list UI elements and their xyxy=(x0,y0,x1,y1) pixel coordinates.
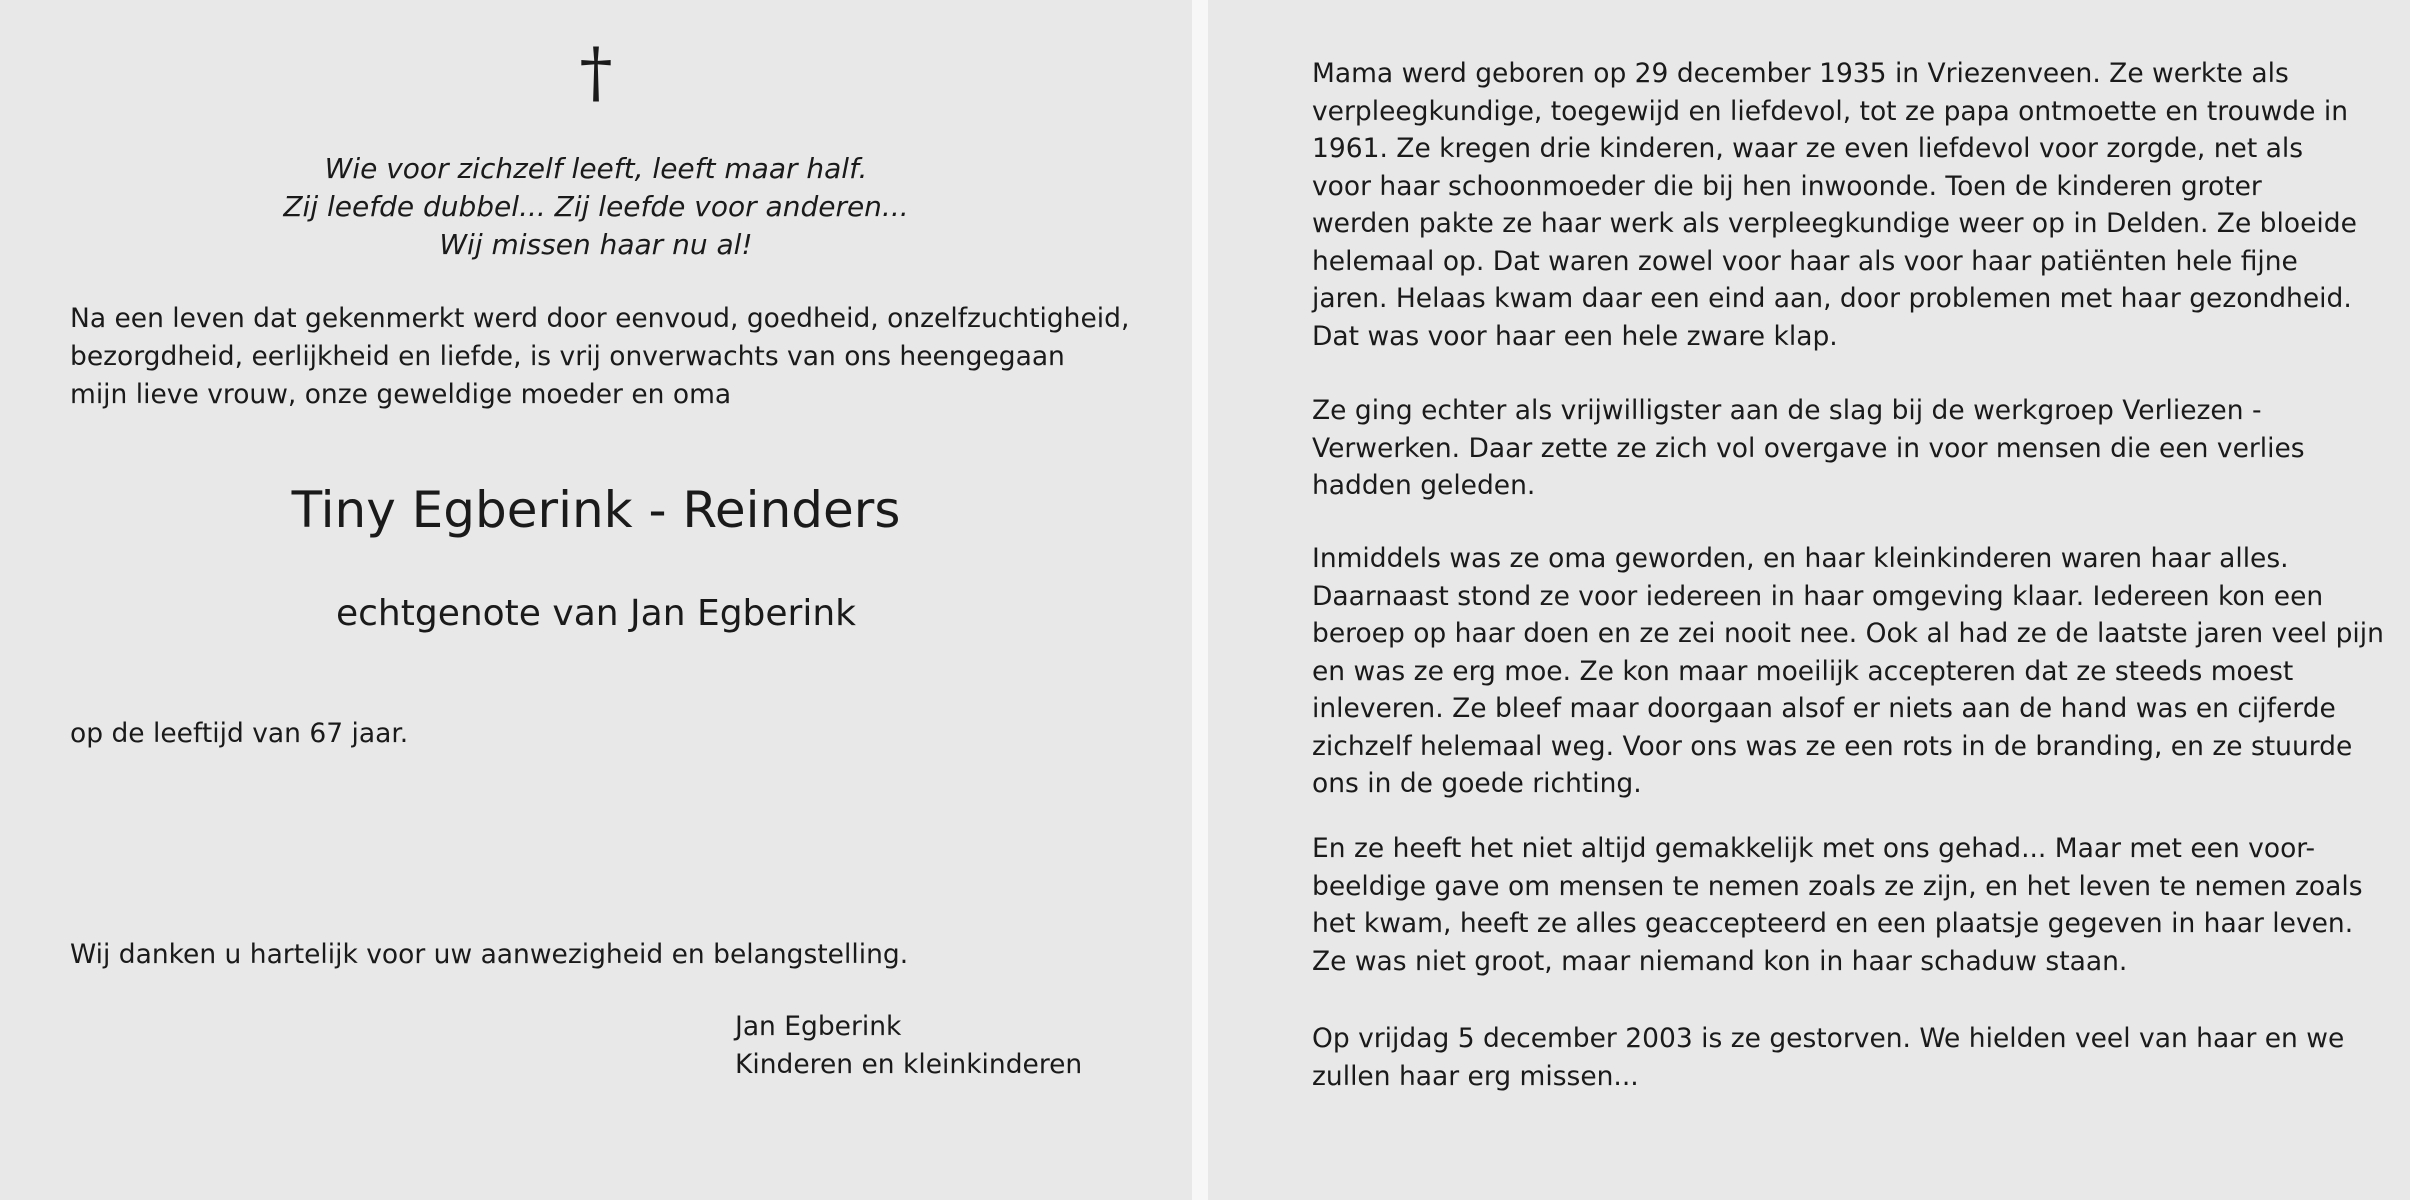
paragraph-line: het kwam, heeft ze alles geaccepteerd en een plaatsje gegeven in haar leven. xyxy=(1312,908,2354,939)
deceased-name: Tiny Egberink - Reinders xyxy=(291,481,901,539)
paragraph-line: beeldige gave om mensen te nemen zoals ze zijn, en het leven te nemen zoals xyxy=(1312,870,2363,902)
paragraph-line: zullen haar erg missen... xyxy=(1312,1060,1639,1092)
poem-line: Wij missen haar nu al! xyxy=(439,228,753,261)
left-page xyxy=(0,0,1192,1200)
paragraph-passing xyxy=(1312,1020,2362,1095)
intro-line: mijn lieve vrouw, onze geweldige moeder en oma xyxy=(70,379,732,410)
paragraph-line: en was ze erg moe. Ze kon maar moeilijk accepteren dat ze steeds moest xyxy=(1312,655,2294,687)
paragraph-line: 1961. Ze kregen drie kinderen, waar ze even liefdevol voor zorgde, net als xyxy=(1312,133,2304,164)
spouse-line: echtgenote van Jan Egberink xyxy=(335,593,857,634)
paragraph-line: Inmiddels was ze oma geworden, en haar kleinkinderen waren haar alles. xyxy=(1312,543,2289,574)
cross-icon: † xyxy=(579,34,613,111)
paragraph-line: werden pakte ze haar werk als verpleegkundige weer op in Delden. Ze bloeide xyxy=(1312,208,2357,239)
paragraph-line: Op vrijdag 5 december 2003 is ze gestorven. We hielden veel van haar en we xyxy=(1312,1023,2345,1054)
paragraph-line: Ze ging echter als vrijwilligster aan de slag bij de werkgroep Verliezen - xyxy=(1312,395,2262,426)
intro-line: Na een leven dat gekenmerkt werd door eenvoud, goedheid, onzelfzuchtigheid, xyxy=(70,303,1130,334)
paragraph-grandmother xyxy=(1312,540,2384,803)
signature-block xyxy=(735,1008,1082,1084)
age-line: op de leeftijd van 67 jaar. xyxy=(70,718,409,749)
paragraph-line: Ze was niet groot, maar niemand kon in haar schaduw staan. xyxy=(1312,945,2128,977)
paragraph-line: Mama werd geboren op 29 december 1935 in Vriezenveen. Ze werkte als xyxy=(1312,58,2289,89)
paragraph-line: zichzelf helemaal weg. Voor ons was ze een rots in de branding, en ze stuurde xyxy=(1312,730,2353,762)
paragraph-line: inleveren. Ze bleef maar doorgaan alsof er niets aan de hand was en cijferde xyxy=(1312,693,2336,724)
page-gutter xyxy=(1192,0,1208,1200)
thanks-line: Wij danken u hartelijk voor uw aanwezigheid en belangstelling. xyxy=(70,939,909,970)
poem-line: Zij leefde dubbel... Zij leefde voor anderen... xyxy=(283,190,909,223)
paragraph-line: ons in de goede richting. xyxy=(1312,768,1642,799)
intro-line: bezorgdheid, eerlijkheid en liefde, is vrij onverwachts van ons heengegaan xyxy=(70,341,1065,372)
paragraph-volunteer xyxy=(1312,392,2362,505)
paragraph-line: Verwerken. Daar zette ze zich vol overgave in voor mensen die een verlies xyxy=(1312,432,2305,464)
paragraph-line: beroep op haar doen en ze zei nooit nee. Ook al had ze de laatste jaren veel pijn xyxy=(1312,618,2384,649)
paragraph-line: hadden geleden. xyxy=(1312,470,1536,501)
poem xyxy=(0,150,1192,264)
paragraph-line: helemaal op. Dat waren zowel voor haar als voor haar patiënten hele fijne xyxy=(1312,245,2298,277)
paragraph-line: Dat was voor haar een hele zware klap. xyxy=(1312,320,1838,352)
paragraph-line: En ze heeft het niet altijd gemakkelijk met ons gehad... Maar met een voor- xyxy=(1312,833,2316,864)
paragraph-line: verpleegkundige, toegewijd en liefdevol, tot ze papa ontmoette en trouwde in xyxy=(1312,95,2349,127)
paragraph-acceptance xyxy=(1312,830,2362,980)
poem-line: Wie voor zichzelf leeft, leeft maar half. xyxy=(324,152,868,185)
paragraph-life-story xyxy=(1312,55,2362,355)
paragraph-line: voor haar schoonmoeder die bij hen inwoonde. Toen de kinderen groter xyxy=(1312,170,2262,202)
intro-text xyxy=(70,300,1150,414)
paragraph-line: jaren. Helaas kwam daar een eind aan, door problemen met haar gezondheid. xyxy=(1312,283,2352,314)
paragraph-line: Daarnaast stond ze voor iedereen in haar omgeving klaar. Iedereen kon een xyxy=(1312,580,2324,612)
signature-line: Jan Egberink xyxy=(735,1011,902,1042)
signature-line: Kinderen en kleinkinderen xyxy=(735,1049,1083,1080)
